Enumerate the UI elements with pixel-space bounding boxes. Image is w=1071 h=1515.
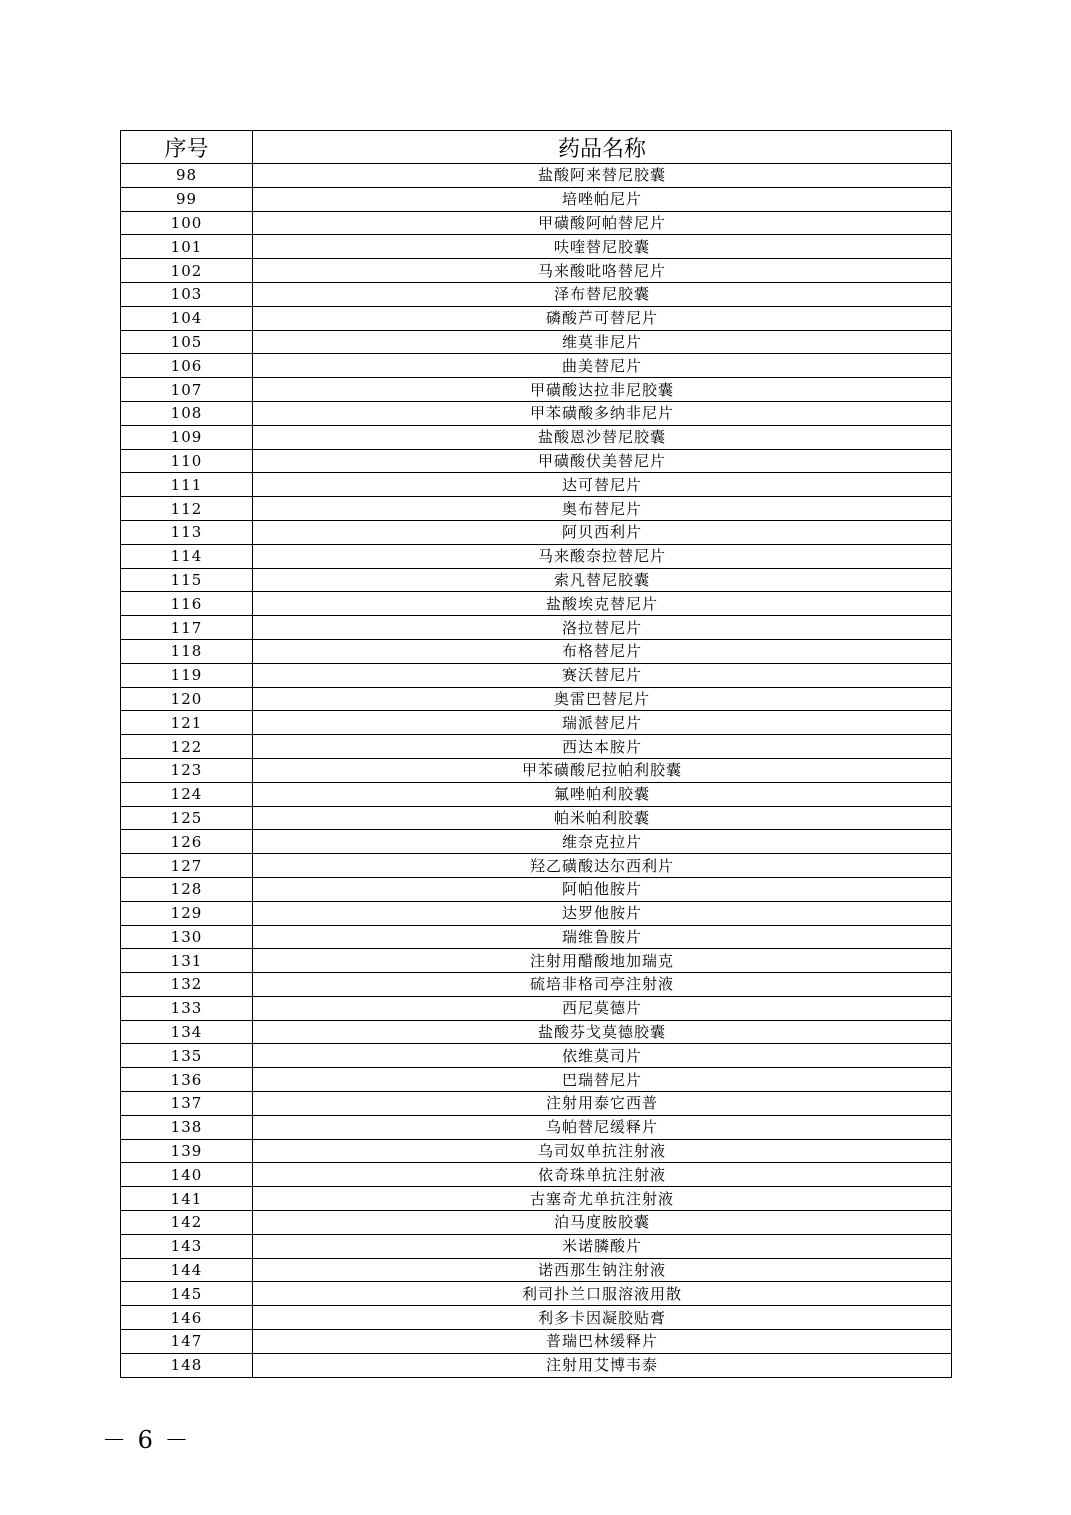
- row-drug-name: 阿贝西利片: [253, 520, 952, 544]
- table-row: [121, 1258, 952, 1282]
- row-number: 147: [121, 1330, 253, 1354]
- row-drug-name: 硫培非格司亭注射液: [253, 973, 952, 997]
- table-row: [121, 996, 952, 1020]
- table-row: [121, 1187, 952, 1211]
- row-drug-name: 甲磺酸伏美替尼片: [253, 449, 952, 473]
- row-number: 126: [121, 830, 253, 854]
- table-row: [121, 211, 952, 235]
- row-drug-name: 巴瑞替尼片: [253, 1068, 952, 1092]
- row-drug-name: 瑞派替尼片: [253, 711, 952, 735]
- row-number: 141: [121, 1187, 253, 1211]
- table-row: [121, 854, 952, 878]
- row-drug-name: 泊马度胺胶囊: [253, 1211, 952, 1235]
- row-number: 134: [121, 1020, 253, 1044]
- table-row: [121, 663, 952, 687]
- row-drug-name: 维莫非尼片: [253, 330, 952, 354]
- table-row: [121, 687, 952, 711]
- row-number: 138: [121, 1115, 253, 1139]
- row-number: 129: [121, 901, 253, 925]
- table-row: [121, 354, 952, 378]
- row-number: 139: [121, 1139, 253, 1163]
- table-row: [121, 877, 952, 901]
- row-number: 123: [121, 758, 253, 782]
- header-drug-name: 药品名称: [253, 131, 952, 164]
- row-drug-name: 培唑帕尼片: [253, 187, 952, 211]
- row-drug-name: 西达本胺片: [253, 735, 952, 759]
- row-drug-name: 达罗他胺片: [253, 901, 952, 925]
- row-number: 111: [121, 473, 253, 497]
- row-drug-name: 依维莫司片: [253, 1044, 952, 1068]
- row-drug-name: 乌帕替尼缓释片: [253, 1115, 952, 1139]
- table-row: [121, 806, 952, 830]
- row-drug-name: 普瑞巴林缓释片: [253, 1330, 952, 1354]
- row-number: 103: [121, 282, 253, 306]
- row-number: 110: [121, 449, 253, 473]
- table-row: [121, 187, 952, 211]
- row-drug-name: 索凡替尼胶囊: [253, 568, 952, 592]
- row-number: 114: [121, 544, 253, 568]
- table-row: [121, 330, 952, 354]
- table-row: [121, 1306, 952, 1330]
- row-number: 135: [121, 1044, 253, 1068]
- table-row: [121, 425, 952, 449]
- row-number: 115: [121, 568, 253, 592]
- row-drug-name: 利司扑兰口服溶液用散: [253, 1282, 952, 1306]
- row-number: 116: [121, 592, 253, 616]
- row-drug-name: 注射用醋酸地加瑞克: [253, 949, 952, 973]
- row-drug-name: 泽布替尼胶囊: [253, 282, 952, 306]
- row-number: 98: [121, 164, 253, 188]
- row-drug-name: 布格替尼片: [253, 639, 952, 663]
- table-row: [121, 830, 952, 854]
- drug-list-table: [120, 130, 952, 1378]
- row-drug-name: 氟唑帕利胶囊: [253, 782, 952, 806]
- row-number: 131: [121, 949, 253, 973]
- row-number: 102: [121, 259, 253, 283]
- row-number: 109: [121, 425, 253, 449]
- row-number: 105: [121, 330, 253, 354]
- table-header-row: [121, 131, 952, 164]
- row-drug-name: 盐酸埃克替尼片: [253, 592, 952, 616]
- row-number: 117: [121, 616, 253, 640]
- row-number: 137: [121, 1092, 253, 1116]
- table-row: [121, 1115, 952, 1139]
- row-number: 108: [121, 401, 253, 425]
- table-row: [121, 1353, 952, 1377]
- row-number: 144: [121, 1258, 253, 1282]
- row-drug-name: 呋喹替尼胶囊: [253, 235, 952, 259]
- row-drug-name: 盐酸恩沙替尼胶囊: [253, 425, 952, 449]
- table-row: [121, 1068, 952, 1092]
- table-row: [121, 378, 952, 402]
- row-drug-name: 帕米帕利胶囊: [253, 806, 952, 830]
- row-number: 106: [121, 354, 253, 378]
- row-drug-name: 古塞奇尤单抗注射液: [253, 1187, 952, 1211]
- table-row: [121, 901, 952, 925]
- row-drug-name: 赛沃替尼片: [253, 663, 952, 687]
- row-drug-name: 甲磺酸阿帕替尼片: [253, 211, 952, 235]
- table-row: [121, 1330, 952, 1354]
- row-number: 107: [121, 378, 253, 402]
- table-row: [121, 616, 952, 640]
- row-drug-name: 依奇珠单抗注射液: [253, 1163, 952, 1187]
- row-drug-name: 西尼莫德片: [253, 996, 952, 1020]
- table-row: [121, 711, 952, 735]
- row-drug-name: 甲苯磺酸多纳非尼片: [253, 401, 952, 425]
- table-row: [121, 520, 952, 544]
- row-drug-name: 甲磺酸达拉非尼胶囊: [253, 378, 952, 402]
- row-number: 130: [121, 925, 253, 949]
- table-row: [121, 1044, 952, 1068]
- table-row: [121, 735, 952, 759]
- table-row: [121, 449, 952, 473]
- row-number: 133: [121, 996, 253, 1020]
- page-number: － 6 －: [102, 1426, 191, 1454]
- row-drug-name: 维奈克拉片: [253, 830, 952, 854]
- row-number: 140: [121, 1163, 253, 1187]
- table-row: [121, 401, 952, 425]
- row-number: 101: [121, 235, 253, 259]
- table-row: [121, 1139, 952, 1163]
- row-drug-name: 诺西那生钠注射液: [253, 1258, 952, 1282]
- row-number: 119: [121, 663, 253, 687]
- table-row: [121, 1234, 952, 1258]
- row-drug-name: 阿帕他胺片: [253, 877, 952, 901]
- table-row: [121, 973, 952, 997]
- row-drug-name: 利多卡因凝胶贴膏: [253, 1306, 952, 1330]
- table-row: [121, 592, 952, 616]
- row-drug-name: 马来酸奈拉替尼片: [253, 544, 952, 568]
- table-row: [121, 1163, 952, 1187]
- row-drug-name: 注射用泰它西普: [253, 1092, 952, 1116]
- table-row: [121, 544, 952, 568]
- row-drug-name: 奥雷巴替尼片: [253, 687, 952, 711]
- row-number: 124: [121, 782, 253, 806]
- row-drug-name: 盐酸芬戈莫德胶囊: [253, 1020, 952, 1044]
- row-number: 146: [121, 1306, 253, 1330]
- row-number: 143: [121, 1234, 253, 1258]
- table-row: [121, 306, 952, 330]
- row-drug-name: 马来酸吡咯替尼片: [253, 259, 952, 283]
- row-drug-name: 甲苯磺酸尼拉帕利胶囊: [253, 758, 952, 782]
- table-row: [121, 259, 952, 283]
- row-drug-name: 奥布替尼片: [253, 497, 952, 521]
- row-number: 120: [121, 687, 253, 711]
- row-number: 99: [121, 187, 253, 211]
- row-number: 121: [121, 711, 253, 735]
- row-drug-name: 米诺膦酸片: [253, 1234, 952, 1258]
- table-row: [121, 949, 952, 973]
- row-number: 148: [121, 1353, 253, 1377]
- table-row: [121, 925, 952, 949]
- row-drug-name: 盐酸阿来替尼胶囊: [253, 164, 952, 188]
- table-row: [121, 282, 952, 306]
- row-drug-name: 乌司奴单抗注射液: [253, 1139, 952, 1163]
- table-row: [121, 473, 952, 497]
- row-drug-name: 洛拉替尼片: [253, 616, 952, 640]
- row-number: 127: [121, 854, 253, 878]
- row-number: 100: [121, 211, 253, 235]
- table-row: [121, 497, 952, 521]
- row-number: 112: [121, 497, 253, 521]
- row-number: 122: [121, 735, 253, 759]
- row-drug-name: 羟乙磺酸达尔西利片: [253, 854, 952, 878]
- row-drug-name: 磷酸芦可替尼片: [253, 306, 952, 330]
- row-drug-name: 注射用艾博韦泰: [253, 1353, 952, 1377]
- table-row: [121, 1282, 952, 1306]
- table-row: [121, 1092, 952, 1116]
- table-row: [121, 235, 952, 259]
- row-drug-name: 瑞维鲁胺片: [253, 925, 952, 949]
- table-row: [121, 639, 952, 663]
- table-row: [121, 1020, 952, 1044]
- table-row: [121, 758, 952, 782]
- table-row: [121, 782, 952, 806]
- table-row: [121, 164, 952, 188]
- row-number: 113: [121, 520, 253, 544]
- row-number: 145: [121, 1282, 253, 1306]
- row-number: 142: [121, 1211, 253, 1235]
- row-number: 104: [121, 306, 253, 330]
- row-number: 132: [121, 973, 253, 997]
- table-body: [121, 164, 952, 1378]
- table-row: [121, 1211, 952, 1235]
- row-number: 136: [121, 1068, 253, 1092]
- row-number: 128: [121, 877, 253, 901]
- header-number: 序号: [121, 131, 253, 164]
- row-drug-name: 达可替尼片: [253, 473, 952, 497]
- table-row: [121, 568, 952, 592]
- row-number: 118: [121, 639, 253, 663]
- row-drug-name: 曲美替尼片: [253, 354, 952, 378]
- row-number: 125: [121, 806, 253, 830]
